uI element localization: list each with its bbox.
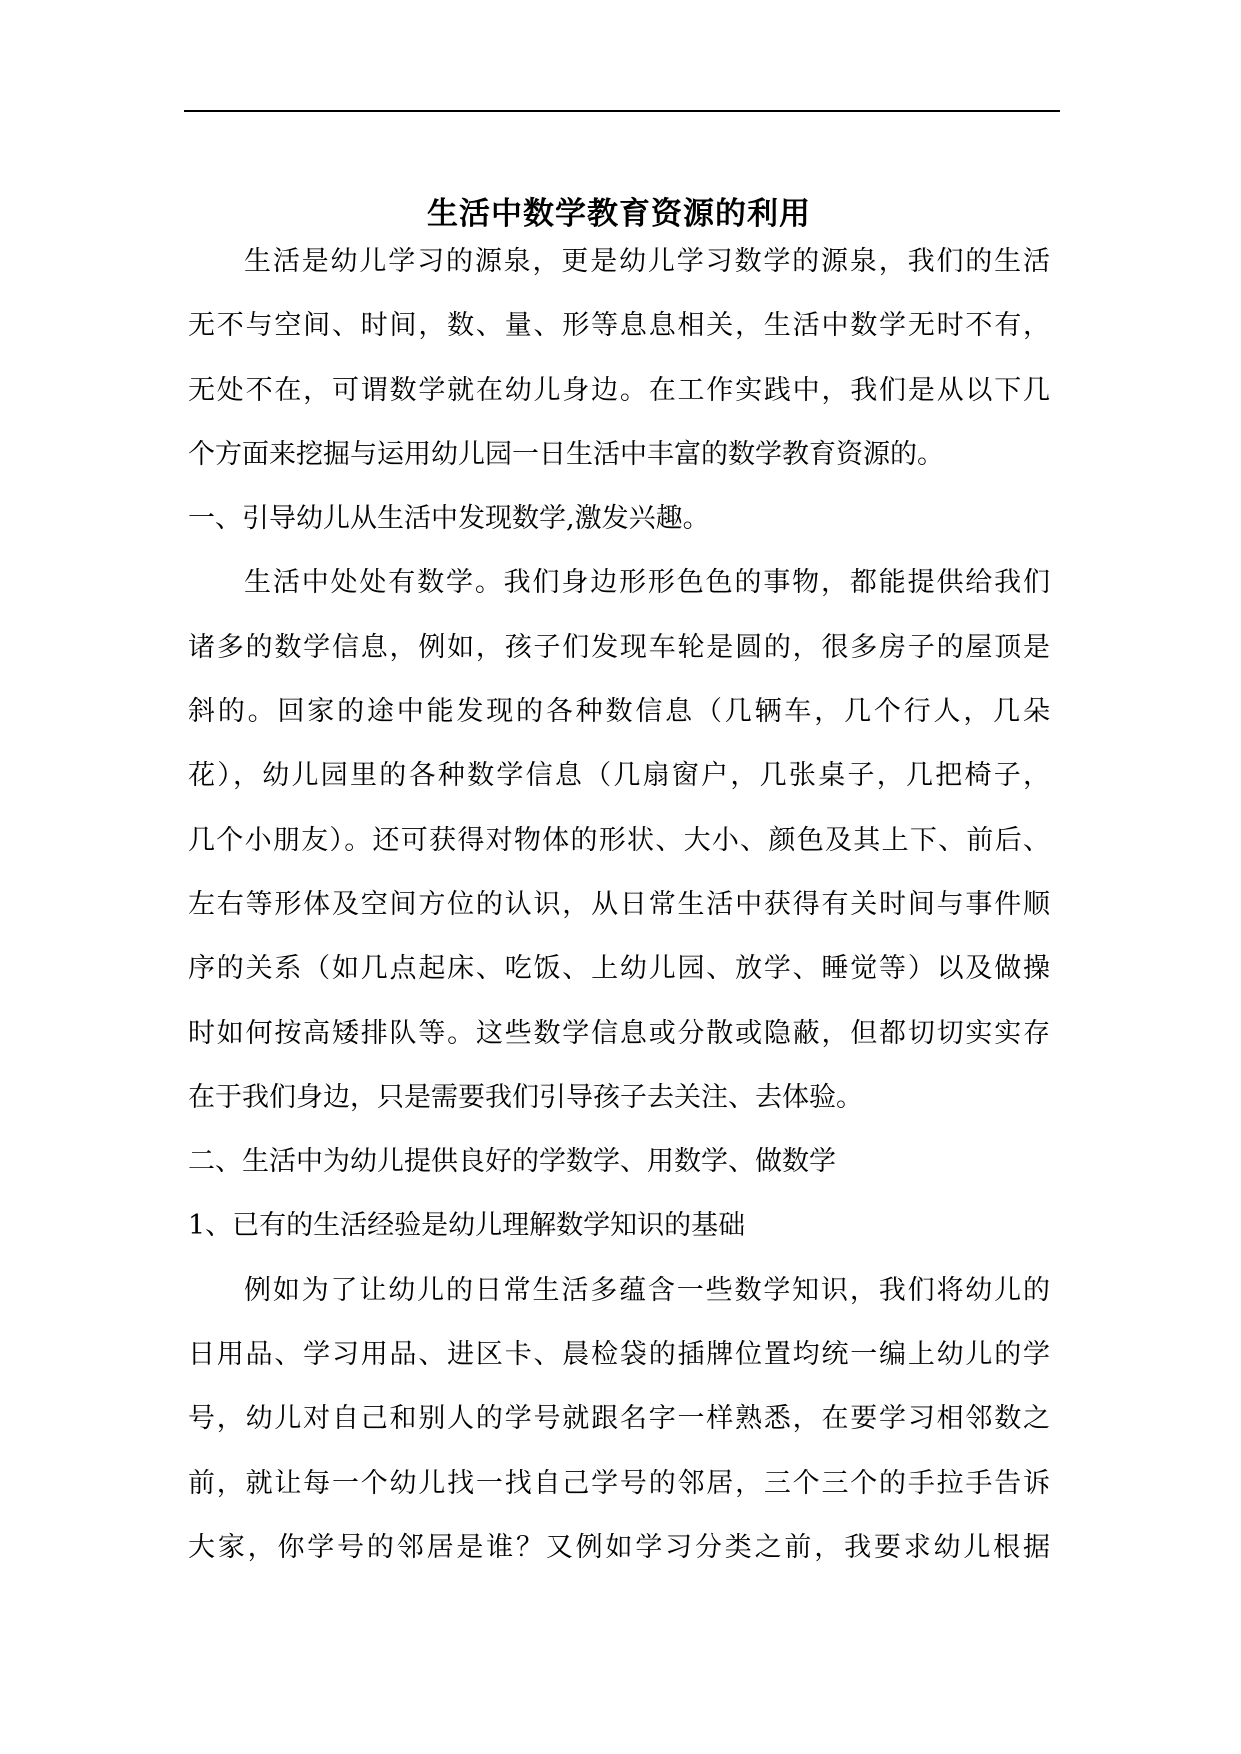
- text-line: 前，就让每一个幼儿找一找自己学号的邻居，三个三个的手拉手告诉: [188, 1467, 1050, 1499]
- text-line: 无不与空间、时间，数、量、形等息息相关，生活中数学无时不有，: [188, 310, 1050, 342]
- document-body: [188, 190, 1050, 1596]
- text-line: 无处不在，可谓数学就在幼儿身边。在工作实践中，我们是从以下几: [188, 374, 1050, 406]
- text-line: 花），幼儿园里的各种数学信息（几扇窗户，几张桌子，几把椅子，: [188, 760, 1050, 792]
- text-line: 左右等形体及空间方位的认识，从日常生活中获得有关时间与事件顺: [188, 888, 1050, 920]
- document-title: 生活中数学教育资源的利用: [427, 196, 811, 232]
- section-heading: 二、生活中为幼儿提供良好的学数学、用数学、做数学: [188, 1146, 836, 1178]
- text-line: 几个小朋友）。还可获得对物体的形状、大小、颜色及其上下、前后、: [188, 824, 1050, 856]
- text-line: 大家，你学号的邻居是谁？又例如学习分类之前，我要求幼儿根据: [188, 1531, 1050, 1563]
- text-line: 诸多的数学信息，例如，孩子们发现车轮是圆的，很多房子的屋顶是: [188, 631, 1050, 663]
- text-line: 生活中处处有数学。我们身边形形色色的事物，都能提供给我们: [244, 567, 1050, 599]
- text-line: 号，幼儿对自己和别人的学号就跟名字一样熟悉，在要学习相邻数之: [188, 1403, 1050, 1435]
- paragraph-lines: [188, 246, 1050, 1564]
- text-line: 时如何按高矮排队等。这些数学信息或分散或隐蔽，但都切切实实存: [188, 1017, 1050, 1049]
- text-line: 斜的。回家的途中能发现的各种数信息（几辆车，几个行人，几朵: [188, 696, 1050, 728]
- text-line: 个方面来挖掘与运用幼儿园一日生活中丰富的数学教育资源的。: [188, 438, 944, 470]
- text-line: 在于我们身边，只是需要我们引导孩子去关注、去体验。: [188, 1081, 863, 1113]
- text-line: 日用品、学习用品、进区卡、晨检袋的插牌位置均统一编上幼儿的学: [188, 1339, 1050, 1371]
- header-rule: [184, 110, 1060, 112]
- subsection-heading: 1、已有的生活经验是幼儿理解数学知识的基础: [188, 1210, 746, 1242]
- text-line: 序的关系（如几点起床、吃饭、上幼儿园、放学、睡觉等）以及做操: [188, 953, 1050, 985]
- section-heading: 一、引导幼儿从生活中发现数学,激发兴趣。: [188, 503, 710, 535]
- text-line: 例如为了让幼儿的日常生活多蕴含一些数学知识，我们将幼儿的: [244, 1274, 1050, 1306]
- text-line: 生活是幼儿学习的源泉，更是幼儿学习数学的源泉，我们的生活: [244, 246, 1050, 277]
